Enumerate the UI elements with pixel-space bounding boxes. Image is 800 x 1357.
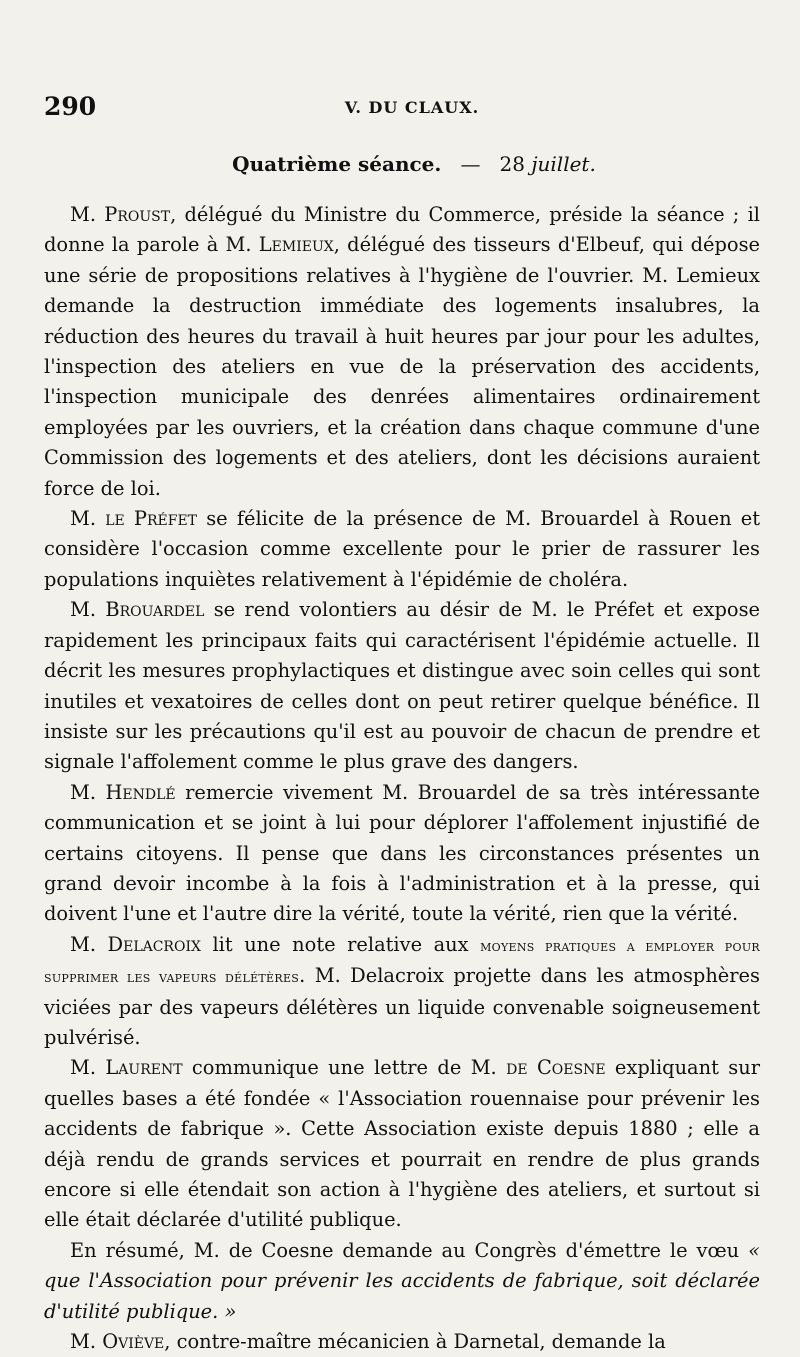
speaker-name: Brouardel bbox=[105, 598, 205, 622]
speaker-name: Hendlé bbox=[105, 780, 176, 804]
section-date-number: 28 bbox=[499, 152, 525, 176]
speaker-name: de Coesne bbox=[506, 1056, 606, 1080]
speaker-name: Oviève bbox=[102, 1330, 165, 1354]
paragraph-resume: En résumé, M. de Coesne demande au Congrès d'émettre le vœu « que l'Association pour prévenir les accidents de fabrique, soit déclarée d'utilité publique. » bbox=[44, 1238, 760, 1323]
paragraph-laurent: M. Laurent communique une lettre de M. de Coesne expliquant sur quelles bases a été fondée « l'Association rouennaise pour prévenir les accidents de fabrique ». Cette Association existe depuis 1880 ; elle a déjà rendu de grands services et pourrait en rendre de plus grands encore si elle étendait son action à l'hygiène des ateliers, et surtout si elle était déclarée d'utilité publique. bbox=[44, 1056, 760, 1232]
speaker-name: le Préfet bbox=[105, 507, 198, 531]
speaker-name: Lemieux bbox=[258, 233, 334, 257]
section-title-dash: — bbox=[460, 152, 481, 176]
speaker-name: Laurent bbox=[105, 1056, 183, 1080]
paragraph-hendle: M. Hendlé remercie vivement M. Brouardel de sa très intéressante communication et se joint à lui pour déplorer l'affolement injustifié de certains citoyens. Il pense que dans les circonstances présentes un grand devoir incombe à la fois à l'administration et à la presse, qui doivent l'une et l'autre dire la vérité, toute la vérité, rien que la vérité. bbox=[44, 780, 760, 926]
section-date-month: juillet. bbox=[531, 152, 596, 176]
paragraph-proust: M. Proust, délégué du Ministre du Commerce, préside la séance ; il donne la parole à M. Lemieux, délégué des tisseurs d'Elbeuf, qui dépose une série de propositions relatives à l'hygiène de l'ouvrier. M. Lemieux demande la destruction immédiate des logements insalubres, la réduction des heures du travail à huit heures par jour pour les adultes, l'inspection des ateliers en vue de la préservation des accidents, l'inspection municipale des denrées alimentaires ordinairement employées par les ouvriers, et la création dans chaque commune d'une Commission des logements et des ateliers, dont les décisions auraient force de loi. bbox=[44, 203, 761, 500]
paragraph-delacroix: M. Delacroix lit une note relative aux moyens pratiques a employer pour supprimer les vapeurs délétères. M. Delacroix projette dans les atmosphères viciées par des vapeurs délétères un liquide convenable soigneusement pulvérisé. bbox=[44, 932, 760, 1049]
section-title-text: Quatrième séance. bbox=[232, 152, 442, 176]
speaker-name: Delacroix bbox=[107, 932, 201, 956]
quoted-wish: « que l'Association pour prévenir les accidents de fabrique, soit déclarée d'utilité publique. » bbox=[44, 1238, 760, 1323]
speaker-name: Proust bbox=[104, 203, 171, 226]
section-title bbox=[44, 152, 760, 176]
paragraph-enieve: M. Oviève, contre-maître mécanicien à Darnetal, demande la bbox=[70, 1330, 666, 1354]
running-head: V. DU CLAUX. bbox=[344, 98, 480, 117]
paragraph-prefet: M. le Préfet se félicite de la présence de M. Brouardel à Rouen et considère l'occasion comme excellente pour le prier de rassurer les populations inquiètes relativement à l'épidémie de choléra. bbox=[44, 507, 761, 591]
body-text bbox=[44, 200, 760, 1357]
paper-subject: moyens pratiques a employer pour supprimer les vapeurs délétères bbox=[44, 936, 760, 987]
page-number: 290 bbox=[44, 92, 97, 121]
paragraph-brouardel: M. Brouardel se rend volontiers au désir de M. le Préfet et expose rapidement les principaux faits qui caractérisent l'épidémie actuelle. Il décrit les mesures prophylactiques et distingue avec soin celles qui sont inutiles et vexatoires de celles dont on peut retirer quelque bénéfice. Il insiste sur les précautions qu'il est au pouvoir de chacun de prendre et signale l'affolement comme le plus grave des dangers. bbox=[44, 598, 760, 774]
page-header bbox=[44, 92, 760, 132]
